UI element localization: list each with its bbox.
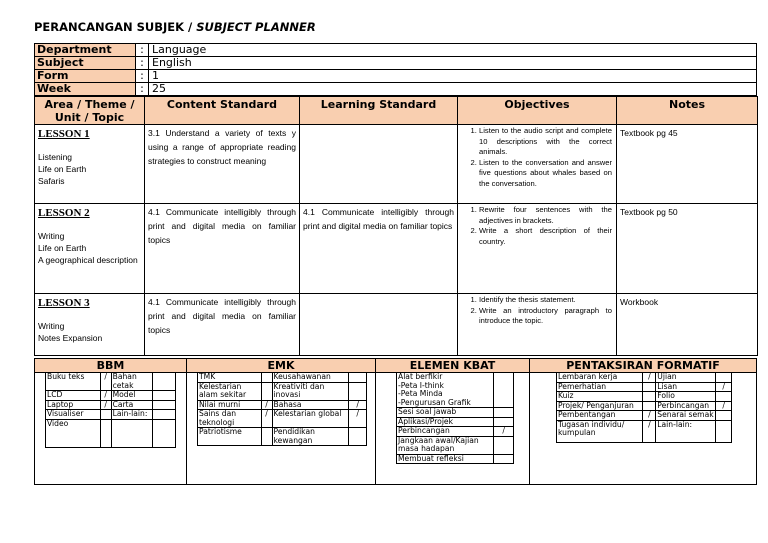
kbat-section	[375, 358, 530, 485]
emk-table	[197, 372, 367, 446]
lesson-title: LESSON 3	[38, 297, 90, 309]
bbm-row: Laptop / Carta	[46, 400, 176, 410]
emk-row: Patriotisme Pendidikan kewangan	[198, 428, 367, 446]
pentaksiran-row: Pemerhatian Lisan /	[557, 382, 732, 392]
pentaksiran-section	[529, 358, 757, 485]
col-learning: Learning Standard	[300, 97, 458, 125]
lesson-objectives: 1. Identify the thesis statement. 2. Write an introductory paragraph to introduce the topic.	[458, 294, 617, 356]
lesson-title: LESSON 2	[38, 207, 90, 219]
lesson-content-standard: 3.1 Understand a variety of texts y using a range of appropriate reading strategies to construct meaning	[145, 125, 300, 204]
lesson-notes: Workbook	[617, 294, 758, 356]
lesson-learning-standard	[300, 125, 458, 204]
info-table	[34, 43, 757, 96]
pentaksiran-row: Pembentangan / Senarai semak	[557, 411, 732, 421]
bbm-section	[34, 358, 187, 485]
pentaksiran-row: Lembaran kerja / Ujian	[557, 373, 732, 383]
pentaksiran-row: Tugasan individu/ kumpulan / Lain-lain:	[557, 420, 732, 442]
lesson-content-standard: 4.1 Communicate intelligibly through print and digital media on familiar topics	[145, 294, 300, 356]
lesson-notes: Textbook pg 50	[617, 204, 758, 294]
lesson-row	[35, 204, 758, 294]
lesson-notes: Textbook pg 45	[617, 125, 758, 204]
col-content: Content Standard	[145, 97, 300, 125]
lesson-row	[35, 125, 758, 204]
kbat-row: Aplikasi/Projek	[397, 417, 514, 427]
kbat-row: Jangkaan awal/Kajian masa hadapan	[397, 436, 514, 454]
bbm-table	[45, 372, 176, 448]
bbm-row: LCD / Model	[46, 391, 176, 401]
lesson-table-header	[35, 97, 758, 125]
info-row-form: Form : 1	[35, 70, 757, 83]
pentaksiran-table	[556, 372, 732, 443]
lesson-row	[35, 294, 758, 356]
lesson-learning-standard	[300, 294, 458, 356]
kbat-row: Perbincangan /	[397, 427, 514, 437]
lesson-learning-standard: 4.1 Communicate intelligibly through print and digital media on familiar topics	[300, 204, 458, 294]
kbat-header: ELEMEN KBAT	[376, 359, 529, 373]
kbat-table	[396, 372, 514, 464]
lesson-area: LESSON 3 Writing Notes Expansion	[35, 294, 145, 356]
col-objectives: Objectives	[458, 97, 617, 125]
emk-row: TMK Keusahawanan	[198, 373, 367, 383]
lesson-objectives: 1. Rewrite four sentences with the adjectives in brackets. 2. Write a short description of their country.	[458, 204, 617, 294]
document-title: PERANCANGAN SUBJEK / SUBJECT PLANNER	[34, 20, 316, 34]
emk-header: EMK	[187, 359, 375, 373]
emk-section	[186, 358, 376, 485]
bbm-row: Visualiser Lain-lain:	[46, 410, 176, 420]
info-row-week: Week : 25	[35, 83, 757, 96]
info-row-subject: Subject : English	[35, 57, 757, 70]
lesson-content-standard: 4.1 Communicate intelligibly through print and digital media on familiar topics	[145, 204, 300, 294]
pentaksiran-row: Projek/ Penganjuran Perbincangan /	[557, 401, 732, 411]
kbat-row: Membuat refleksi	[397, 454, 514, 464]
pentaksiran-header: PENTAKSIRAN FORMATIF	[530, 359, 756, 373]
col-area: Area / Theme / Unit / Topic	[35, 97, 145, 125]
lesson-area: LESSON 2 Writing Life on Earth A geographical description	[35, 204, 145, 294]
bbm-header: BBM	[35, 359, 186, 373]
lesson-area: LESSON 1 Listening Life on Earth Safaris	[35, 125, 145, 204]
bbm-row: Video	[46, 419, 176, 447]
emk-row: Nilai murni / Bahasa /	[198, 400, 367, 410]
col-notes: Notes	[617, 97, 758, 125]
bbm-row: Buku teks / Bahan cetak	[46, 373, 176, 391]
pentaksiran-row: Kuiz Folio	[557, 392, 732, 402]
lesson-objectives: 1. Listen to the audio script and complete 10 descriptions with the correct animals. 2. Listen to the conversation and answer five questions about whales based on the conversation.	[458, 125, 617, 204]
lesson-title: LESSON 1	[38, 128, 90, 140]
emk-row: Kelestarian alam sekitar Kreativiti dan inovasi	[198, 382, 367, 400]
lesson-table	[34, 96, 758, 356]
info-row-department: Department : Language	[35, 44, 757, 57]
kbat-row: Sesi soal jawab	[397, 408, 514, 418]
emk-row: Sains dan teknologi / Kelestarian global /	[198, 410, 367, 428]
kbat-row: Alat berfikir -Peta I-think -Peta Minda -Pengurusan Grafik	[397, 373, 514, 408]
